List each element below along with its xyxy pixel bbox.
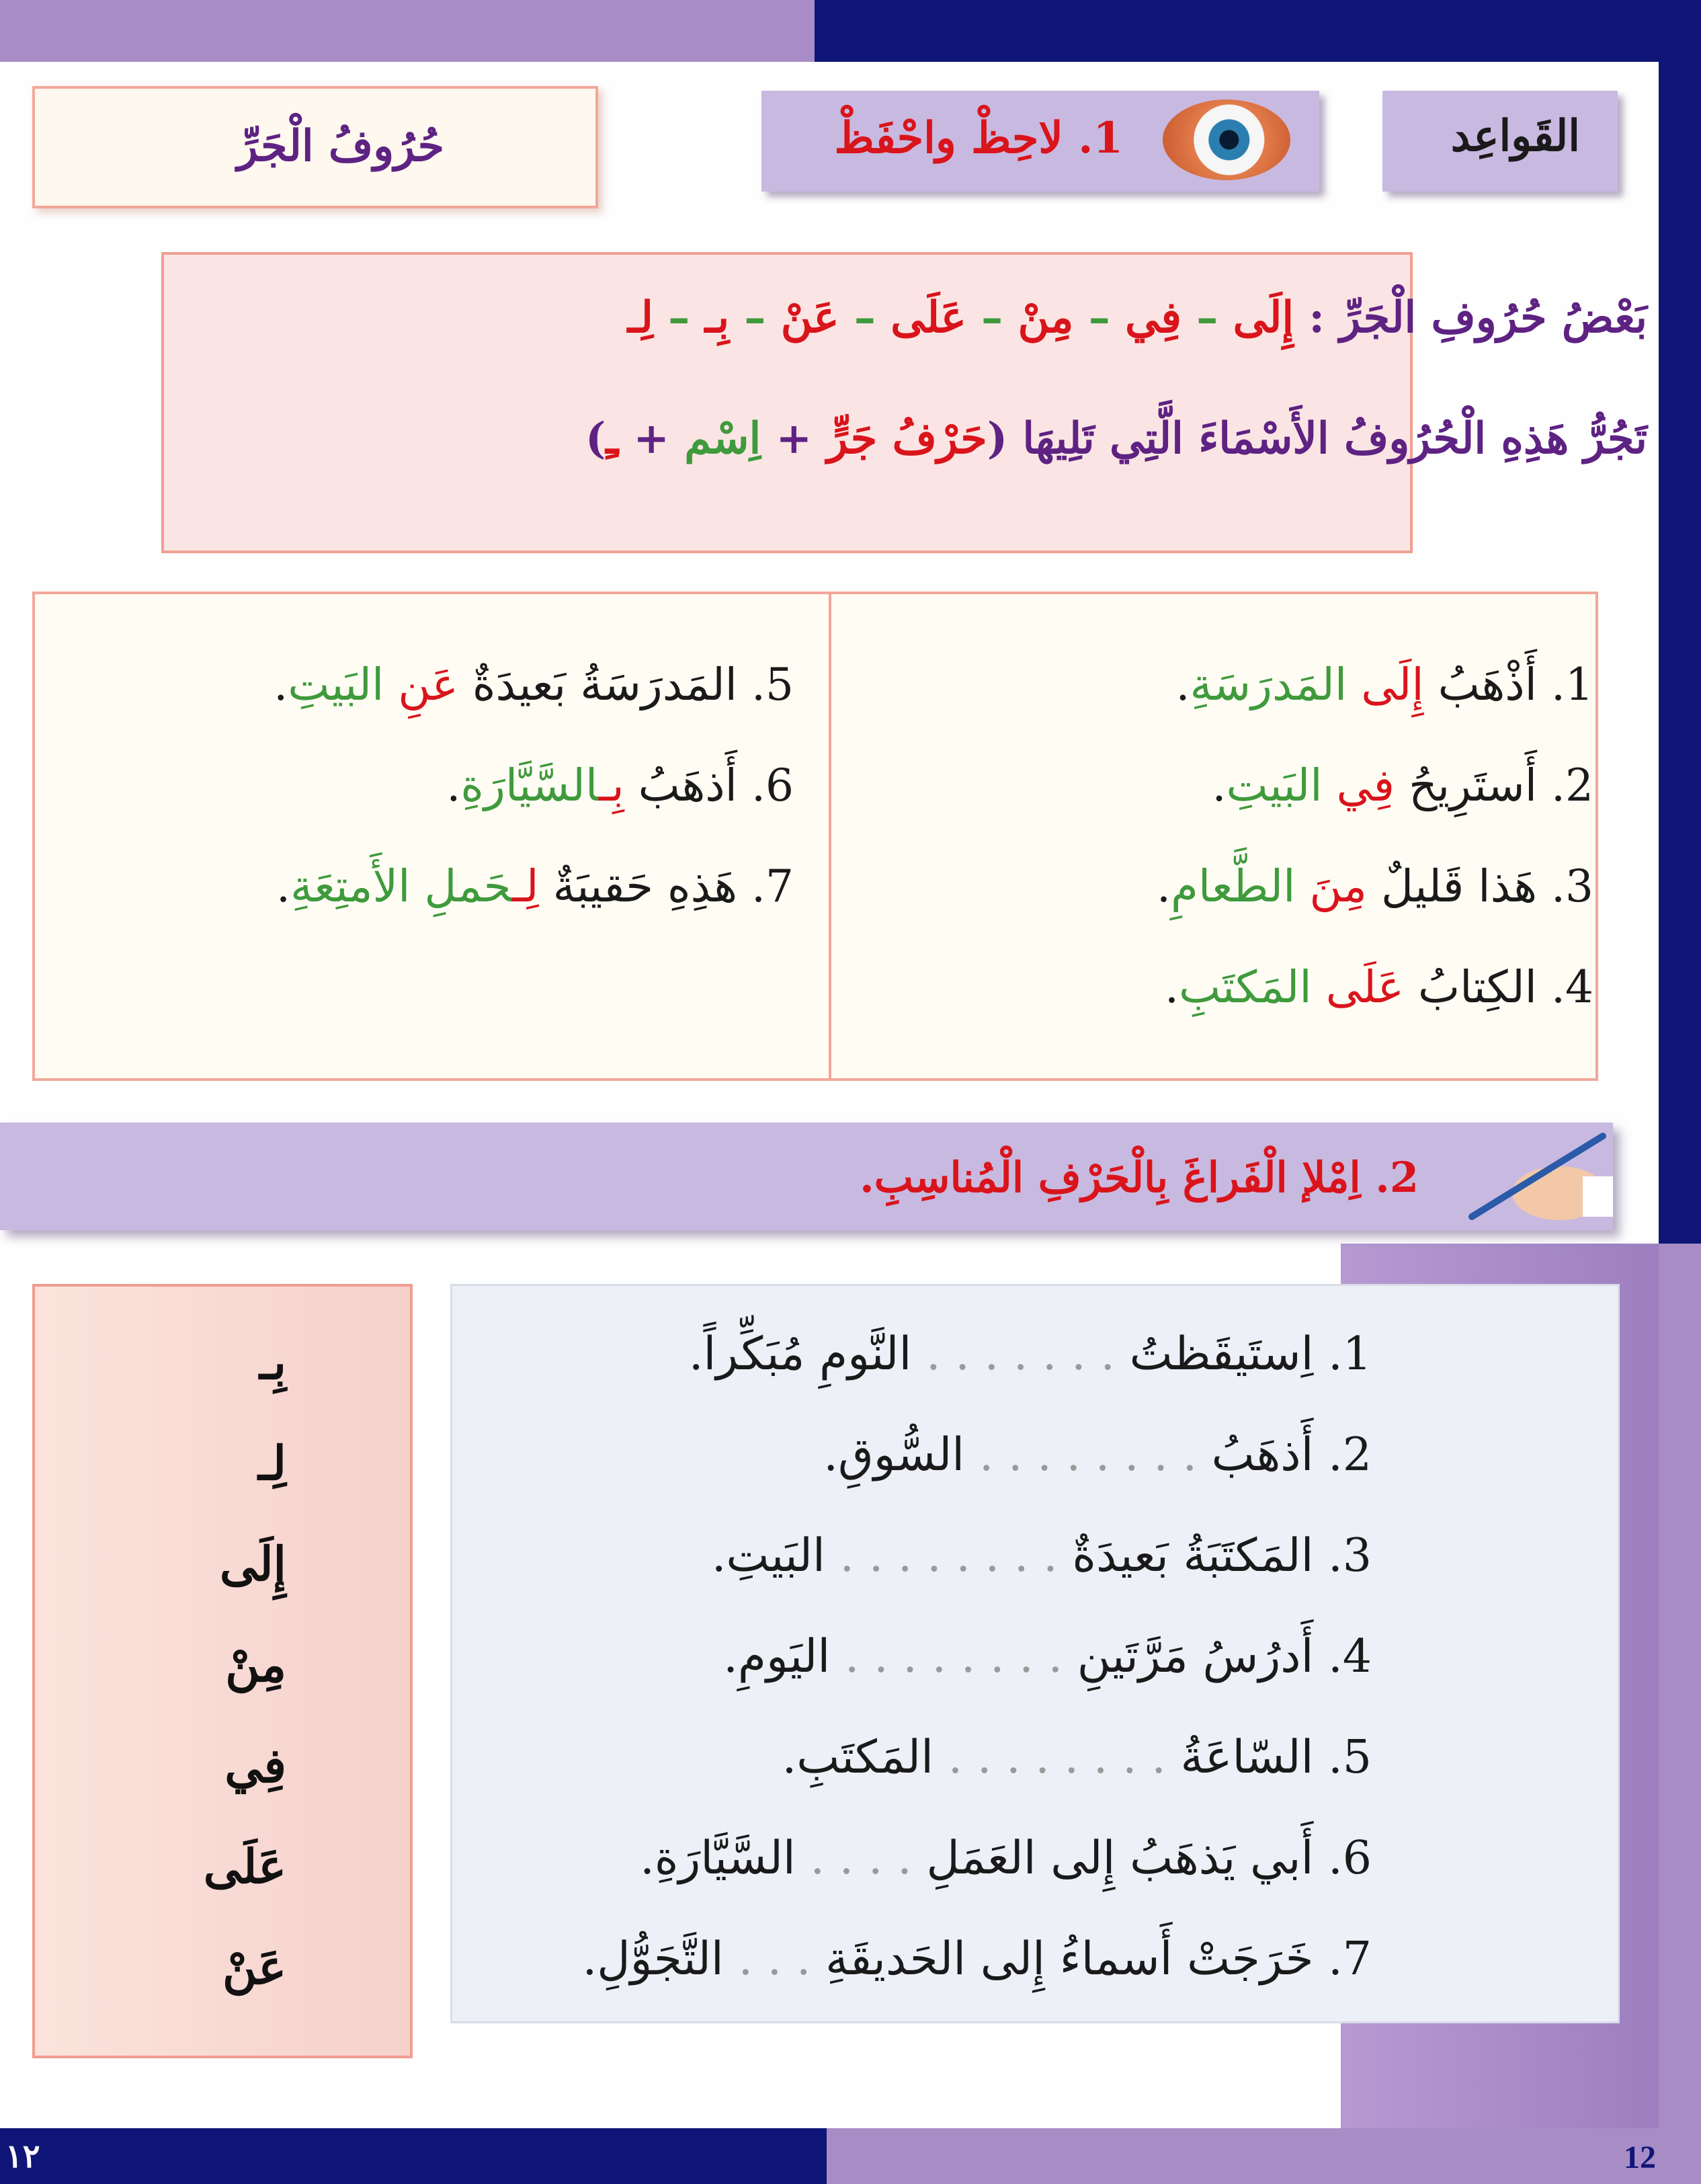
rule-letter-3: مِنْ [1018,292,1074,343]
right-band-upper [1659,0,1701,1244]
blank[interactable]: . . . . . . . . [844,1630,1063,1683]
activity-2-title: 2. اِمْلإ الْفَراغَ بِالْحَرْفِ الْمُناسِبِ. [860,1153,1419,1202]
examples-divider [829,592,831,1081]
example-2: 2. أَستَرِيحُ فِي البَيتِ. [1212,760,1593,811]
top-band-left [0,0,815,62]
question-6: 6. أَبي يَذهَبُ إِلى العَمَلِ . . . . السَّيَّارَةِ. [640,1832,1372,1885]
rule-separator: – [966,292,1018,343]
question-2: 2. أَذهَبُ . . . . . . . . السُّوقِ. [823,1428,1372,1482]
rule-ism: اِسْم [684,413,761,464]
blank[interactable]: . . . . . . . . [839,1529,1058,1582]
word-bank-item: مِنْ [225,1637,286,1693]
example-3: 3. هَذا قَليلٌ مِنَ الطَّعامِ. [1157,860,1593,912]
section-title: القَواعِد [1450,111,1580,161]
blank[interactable]: . . . [738,1933,811,1986]
word-bank-item: فِي [224,1738,286,1793]
example-5: 5. المَدرَسَةُ بَعيدَةٌ عَنِ البَيتِ. [274,659,794,711]
blank[interactable]: . . . . . . . . [979,1428,1198,1482]
bottom-band-left [0,2128,827,2184]
rule-line-1 [628,292,1647,343]
rule-letter-6: بِـ [704,292,730,343]
bottom-band-right [827,2128,1701,2184]
question-1: 1. اِستَيقَظتُ . . . . . . . النَّومِ مُبَكِّراً. [688,1328,1372,1381]
blank[interactable]: . . . . . . . [926,1328,1115,1381]
blank[interactable]: . . . . [810,1832,912,1885]
question-3: 3. المَكتَبَةُ بَعيدَةٌ . . . . . . . . البَيتِ. [711,1529,1372,1582]
rule-separator: – [1181,292,1233,343]
rule-letter-1: إِلَى [1233,292,1294,343]
writing-hand-icon [1458,1129,1613,1223]
rule-letter-5: عَنْ [780,292,839,343]
question-7: 7. خَرَجَتْ أَسماءُ إِلى الحَديقَةِ . . . التَّجَوُّلِ. [582,1933,1372,1986]
rule-letter-2: فِي [1125,292,1181,343]
example-1: 1. أَذْهَبُ إِلَى المَدرَسَةِ. [1175,659,1593,711]
question-4: 4. أَدرُسُ مَرَّتَينِ . . . . . . . . اليَومِ. [723,1630,1372,1683]
example-6: 6. أَذهَبُ بِـالسَّيَّارَةِ. [446,760,794,811]
word-bank-item: لِـ [258,1435,286,1491]
rule-separator: – [729,292,781,343]
top-band-right [815,0,1701,62]
topic-title: حُرُوفُ الْجَرِّ [237,121,444,171]
word-bank-item: بِـ [259,1334,286,1390]
rule-separator: – [653,292,705,343]
rule-kasra: ـِ [606,413,619,464]
example-7: 7. هَذِهِ حَقيبَةٌ لِـحَملِ الأَمتِعَةِ. [276,860,794,912]
rule-intro: بَعْضُ حُرُوفِ الْجَرِّ : [1294,292,1647,343]
word-bank-item: عَنْ [222,1939,286,1995]
rule-letter-7: لِـ [627,292,653,343]
page-number: 12 [1624,2140,1656,2175]
question-5: 5. السّاعَةُ . . . . . . . . المَكتَبِ. [782,1731,1372,1784]
word-bank-item: إِلَى [219,1536,286,1592]
activity-1-title: 1. لاحِظْ واحْفَظْ [834,113,1123,163]
blank[interactable]: . . . . . . . . [948,1731,1166,1784]
rule-harf: حَرْفُ جَرٍّ [827,413,987,464]
rule-text: تَجُرُّ هَذِهِ الْحُرُوفُ الأَسْمَاءَ الَّتِي تَلِيهَا ( [987,413,1647,464]
rule-close: ) [585,413,606,464]
right-band-lower [1659,1244,1701,2131]
rule-separator: – [1073,292,1125,343]
eye-icon [1163,99,1290,180]
word-bank-item: عَلَى [203,1838,286,1894]
rule-plus: + [761,413,827,464]
rule-letter-4: عَلَى [890,292,966,343]
example-4: 4. الكِتابُ عَلَى المَكتَبِ. [1164,961,1593,1013]
page-number-arabic: ١٢ [5,2138,40,2175]
rule-plus: + [618,413,685,464]
rule-separator: – [839,292,891,343]
rule-line-2 [585,413,1647,464]
